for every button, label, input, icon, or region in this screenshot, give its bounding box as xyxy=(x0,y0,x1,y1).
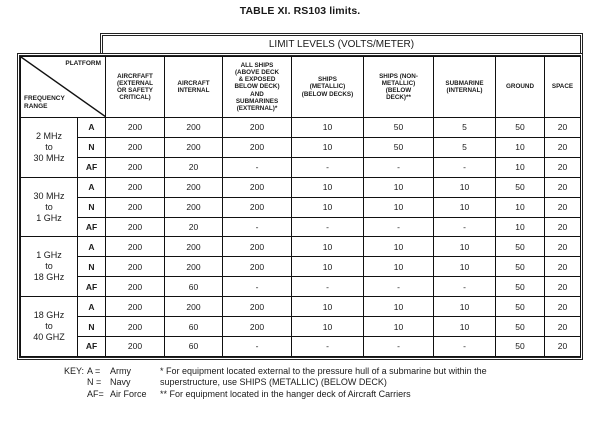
limit-value-cell: 10 xyxy=(292,118,364,138)
limit-value-cell: 200 xyxy=(223,297,292,317)
limit-value-cell: 10 xyxy=(292,317,364,337)
limit-value-cell: 10 xyxy=(496,137,545,157)
service-cell: A xyxy=(78,297,106,317)
frequency-range-cell: 30 MHz to 1 GHz xyxy=(21,177,78,237)
limit-value-cell: 10 xyxy=(434,317,496,337)
footnotes xyxy=(160,366,600,400)
footnote-1a: * For equipment located external to the pressure hull of a submarine but within the xyxy=(160,366,487,376)
limit-value-cell: 10 xyxy=(434,197,496,217)
column-header: SPACE xyxy=(545,57,581,118)
table-row xyxy=(21,217,581,237)
limit-value-cell: 50 xyxy=(496,297,545,317)
key-item: KEY: A = Army xyxy=(63,366,131,376)
limit-value-cell: - xyxy=(223,336,292,356)
column-header-row xyxy=(21,57,581,118)
table-row xyxy=(21,137,581,157)
column-header: AIRCRAFT INTERNAL xyxy=(165,57,223,118)
limit-value-cell: 10 xyxy=(496,217,545,237)
limit-value-cell: - xyxy=(434,277,496,297)
limit-value-cell: 200 xyxy=(106,197,165,217)
limit-value-cell: 10 xyxy=(434,297,496,317)
limit-value-cell: 20 xyxy=(545,336,581,356)
limit-value-cell: 10 xyxy=(496,157,545,177)
limit-value-cell: 200 xyxy=(106,177,165,197)
limit-value-cell: - xyxy=(364,277,434,297)
limit-value-cell: 200 xyxy=(223,118,292,138)
column-header: GROUND xyxy=(496,57,545,118)
limit-value-cell: 60 xyxy=(165,317,223,337)
limit-value-cell: 10 xyxy=(292,297,364,317)
table-row xyxy=(21,336,581,356)
service-cell: A xyxy=(78,237,106,257)
limit-value-cell: 10 xyxy=(364,297,434,317)
limit-value-cell: 50 xyxy=(496,237,545,257)
column-header: ALL SHIPS (ABOVE DECK & EXPOSED BELOW DECK) AND SUBMARINES (EXTERNAL)* xyxy=(223,57,292,118)
table-row xyxy=(21,257,581,277)
key-item: N = Navy xyxy=(87,377,131,388)
limit-value-cell: 10 xyxy=(292,237,364,257)
table-row xyxy=(21,177,581,197)
limit-value-cell: 20 xyxy=(545,157,581,177)
limit-value-cell: 20 xyxy=(545,237,581,257)
limit-value-cell: 200 xyxy=(106,336,165,356)
limit-value-cell: - xyxy=(434,217,496,237)
limit-value-cell: 10 xyxy=(364,197,434,217)
service-cell: N xyxy=(78,257,106,277)
footnote-1b: superstructure, use SHIPS (METALLIC) (BELOW DECK) xyxy=(160,377,387,388)
table-row xyxy=(21,237,581,257)
frequency-range-label: FREQUENCY RANGE xyxy=(24,95,65,110)
limit-value-cell: 200 xyxy=(165,297,223,317)
frequency-range-cell: 18 GHz to 40 GHZ xyxy=(21,297,78,357)
frequency-range-cell: 1 GHz to 18 GHz xyxy=(21,237,78,297)
limit-value-cell: 200 xyxy=(223,317,292,337)
limit-value-cell: 10 xyxy=(364,317,434,337)
limit-value-cell: 200 xyxy=(223,257,292,277)
footnote-2: ** For equipment located in the hanger deck of Aircraft Carriers xyxy=(160,388,411,399)
limit-value-cell: - xyxy=(364,336,434,356)
service-cell: N xyxy=(78,137,106,157)
limit-value-cell: 200 xyxy=(165,257,223,277)
limit-value-cell: 50 xyxy=(364,118,434,138)
limit-levels-header: LIMIT LEVELS (VOLTS/METER) xyxy=(100,33,583,56)
limit-value-cell: 10 xyxy=(364,177,434,197)
service-cell: AF xyxy=(78,157,106,177)
limit-value-cell: 10 xyxy=(292,137,364,157)
limit-value-cell: 200 xyxy=(106,297,165,317)
limit-value-cell: 5 xyxy=(434,137,496,157)
limit-value-cell: - xyxy=(223,277,292,297)
limit-value-cell: 10 xyxy=(434,237,496,257)
limit-value-cell: 10 xyxy=(434,257,496,277)
column-header: SHIPS (METALLIC) (BELOW DECKS) xyxy=(292,57,364,118)
limit-value-cell: 200 xyxy=(165,118,223,138)
table-body xyxy=(21,118,581,357)
limit-value-cell: 50 xyxy=(496,317,545,337)
limit-value-cell: 200 xyxy=(106,157,165,177)
limit-value-cell: 200 xyxy=(106,237,165,257)
platform-label: PLATFORM xyxy=(65,60,101,67)
limit-value-cell: 200 xyxy=(223,137,292,157)
limit-value-cell: 20 xyxy=(165,157,223,177)
table-row xyxy=(21,297,581,317)
limit-value-cell: 60 xyxy=(165,277,223,297)
service-cell: AF xyxy=(78,217,106,237)
limit-value-cell: 200 xyxy=(223,177,292,197)
limit-value-cell: 20 xyxy=(545,217,581,237)
table-row xyxy=(21,157,581,177)
service-cell: AF xyxy=(78,336,106,356)
limit-value-cell: 20 xyxy=(545,257,581,277)
limit-value-cell: 10 xyxy=(496,197,545,217)
limit-value-cell: - xyxy=(292,157,364,177)
limit-value-cell: 200 xyxy=(106,217,165,237)
table-row xyxy=(21,118,581,138)
limit-value-cell: 10 xyxy=(434,177,496,197)
column-header: AIRCRFAFT (EXTERNAL OR SAFETY CRITICAL) xyxy=(106,57,165,118)
frequency-range-cell: 2 MHz to 30 MHz xyxy=(21,118,78,178)
service-cell: N xyxy=(78,317,106,337)
service-cell: N xyxy=(78,197,106,217)
limit-value-cell: 50 xyxy=(496,118,545,138)
service-cell: AF xyxy=(78,277,106,297)
limit-value-cell: - xyxy=(223,217,292,237)
limit-value-cell: 20 xyxy=(545,297,581,317)
column-header: SUBMARINE (INTERNAL) xyxy=(434,57,496,118)
limit-value-cell: 10 xyxy=(364,237,434,257)
limit-value-cell: 50 xyxy=(496,336,545,356)
limit-value-cell: 20 xyxy=(545,177,581,197)
table-row xyxy=(21,197,581,217)
limit-value-cell: 200 xyxy=(106,257,165,277)
column-header: SHIPS (NON- METALLIC) (BELOW DECK)** xyxy=(364,57,434,118)
limit-value-cell: 200 xyxy=(165,177,223,197)
service-key xyxy=(58,366,147,400)
limit-value-cell: 10 xyxy=(292,177,364,197)
limit-value-cell: 10 xyxy=(292,257,364,277)
limit-value-cell: - xyxy=(364,157,434,177)
limit-value-cell: 200 xyxy=(106,277,165,297)
key-item: AF= Air Force xyxy=(87,388,147,399)
limit-value-cell: - xyxy=(223,157,292,177)
limit-value-cell: 200 xyxy=(165,137,223,157)
limit-value-cell: 10 xyxy=(364,257,434,277)
limit-value-cell: 200 xyxy=(106,118,165,138)
table-title: TABLE XI. RS103 limits. xyxy=(239,5,361,17)
corner-header xyxy=(21,57,106,118)
limit-value-cell: 5 xyxy=(434,118,496,138)
limit-value-cell: - xyxy=(434,336,496,356)
limit-value-cell: - xyxy=(292,336,364,356)
limit-value-cell: 200 xyxy=(165,197,223,217)
limit-value-cell: - xyxy=(292,217,364,237)
limit-value-cell: 200 xyxy=(223,237,292,257)
table-row xyxy=(21,317,581,337)
limit-value-cell: 20 xyxy=(545,197,581,217)
limit-value-cell: 50 xyxy=(496,277,545,297)
limit-value-cell: 50 xyxy=(364,137,434,157)
limit-value-cell: 200 xyxy=(106,137,165,157)
limit-value-cell: 200 xyxy=(106,317,165,337)
rs103-limits-table xyxy=(20,56,581,357)
limit-value-cell: 20 xyxy=(545,118,581,138)
limit-value-cell: 200 xyxy=(223,197,292,217)
limit-value-cell: - xyxy=(434,157,496,177)
service-cell: A xyxy=(78,177,106,197)
service-cell: A xyxy=(78,118,106,138)
table-row xyxy=(21,277,581,297)
limit-value-cell: 20 xyxy=(545,137,581,157)
limit-value-cell: 20 xyxy=(545,317,581,337)
limit-value-cell: - xyxy=(364,217,434,237)
limits-table-frame xyxy=(17,53,583,360)
limit-value-cell: 60 xyxy=(165,336,223,356)
limit-value-cell: - xyxy=(292,277,364,297)
limit-value-cell: 200 xyxy=(165,237,223,257)
limit-value-cell: 50 xyxy=(496,177,545,197)
limit-value-cell: 50 xyxy=(496,257,545,277)
limit-value-cell: 20 xyxy=(165,217,223,237)
limit-value-cell: 10 xyxy=(292,197,364,217)
limit-value-cell: 20 xyxy=(545,277,581,297)
